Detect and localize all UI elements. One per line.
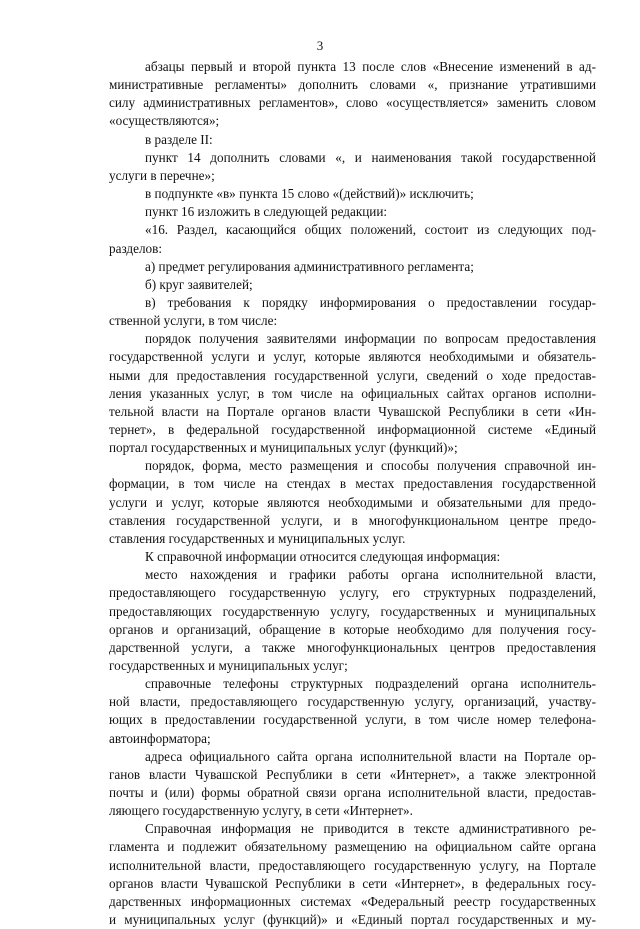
text-line: ставления государственных и муниципальных услуг. (109, 531, 406, 546)
text-line: б) круг заявителей; (145, 277, 253, 292)
text-line: ной власти, предоставляющего государственную услугу, организаций, участву- (109, 694, 596, 709)
text-line: пункт 16 изложить в следующей редакции: (145, 204, 388, 219)
text-line: ления указанных услуг, в том числе на официальных сайтах органов исполни- (109, 386, 596, 401)
text-line: ными для предоставления государственной услуги, сведений о ходе предостав- (109, 368, 596, 383)
text-line: в разделе II: (145, 132, 213, 147)
text-line: порядок, форма, место размещения и способы получения справочной ин- (145, 458, 596, 473)
text-line: автоинформатора; (109, 731, 211, 746)
text-line: предоставляющих государственную услугу, государственных и муниципальных (109, 604, 596, 619)
text-line: тельной власти на Портале органов власти Чувашской Республики в сети «Ин- (109, 404, 596, 419)
text-line: исполнительной власти, предоставляющего государственную услугу, на Портале (109, 858, 596, 873)
text-line: пункт 14 дополнить словами «, и наименования такой государственной (145, 150, 596, 165)
text-line: а) предмет регулирования административного регламента; (145, 259, 474, 274)
text-line: органов власти Чувашской Республики в сети «Интернет», в федеральных госу- (109, 876, 596, 891)
text-line: услуги в перечне»; (109, 168, 215, 183)
text-line: силу административных регламентов», слово «осуществляется» заменить словом (109, 95, 596, 110)
text-line: почты и (или) формы обратной связи органа исполнительной власти, предостав- (109, 785, 596, 800)
text-line: ственной услуги, в том числе: (109, 313, 278, 328)
text-line: тернет», в федеральной государственной информационной системе «Единый (109, 422, 596, 437)
text-line: ганов власти Чувашской Республики в сети «Интернет», а также электронной (109, 767, 596, 782)
page-number: 3 (316, 38, 324, 53)
text-line: ющих в предоставлении государственной услуги, в том числе номер телефона- (109, 712, 596, 727)
text-line: Справочная информация не приводится в тексте административного ре- (145, 821, 596, 836)
text-line: ляющего государственную услугу, в сети «Интернет». (109, 803, 413, 818)
text-line: портал государственных и муниципальных услуг (функций)»; (109, 440, 458, 455)
text-line: гламента и подлежит обязательному размещению на официальном сайте органа (109, 839, 596, 854)
text-line: дарственных информационных системах «Федеральный реестр государственных (109, 894, 596, 909)
text-line: дарственной услуги, а также многофункциональных центров предоставления (109, 640, 596, 655)
text-line: в) требования к порядку информирования о предоставлении государ- (145, 295, 596, 310)
text-line: в подпункте «в» пункта 15 слово «(действий)» исключить; (145, 186, 474, 201)
text-line: предоставляющего государственную услугу, его структурных подразделений, (109, 585, 596, 600)
text-line: адреса официального сайта органа исполнительной власти на Портале ор- (145, 749, 596, 764)
text-line: К справочной информации относится следующая информация: (145, 549, 501, 564)
text-line: абзацы первый и второй пункта 13 после слов «Внесение изменений в ад- (145, 59, 596, 74)
text-line: органов и организаций, обращение в которые необходимо для получения госу- (109, 622, 596, 637)
text-line: «осуществляются»; (109, 113, 220, 128)
text-line: разделов: (109, 241, 163, 256)
text-line: ставления государственной услуги, и в многофункциональном центре предо- (109, 513, 596, 528)
text-line: государственной услуги и услуг, которые являются необходимыми и обязатель- (109, 349, 596, 364)
text-line: услуги и услуг, которые являются необходимыми и обязательными для предо- (109, 495, 596, 510)
text-line: государственных и муниципальных услуг; (109, 658, 348, 673)
text-line: место нахождения и графики работы органа исполнительной власти, (145, 567, 596, 582)
text-line: «16. Раздел, касающийся общих положений, состоит из следующих под- (145, 222, 596, 237)
text-line: порядок получения заявителями информации по вопросам предоставления (145, 331, 596, 346)
text-line: формации, в том числе на стендах в местах предоставления государственной (109, 476, 596, 491)
text-line: справочные телефоны структурных подразделений органа исполнитель- (145, 676, 596, 691)
text-line: и муниципальных услуг (функций)» и «Единый портал государственных и му- (109, 912, 596, 927)
text-line: министративные регламенты» дополнить словами «, признание утратившими (109, 77, 596, 92)
